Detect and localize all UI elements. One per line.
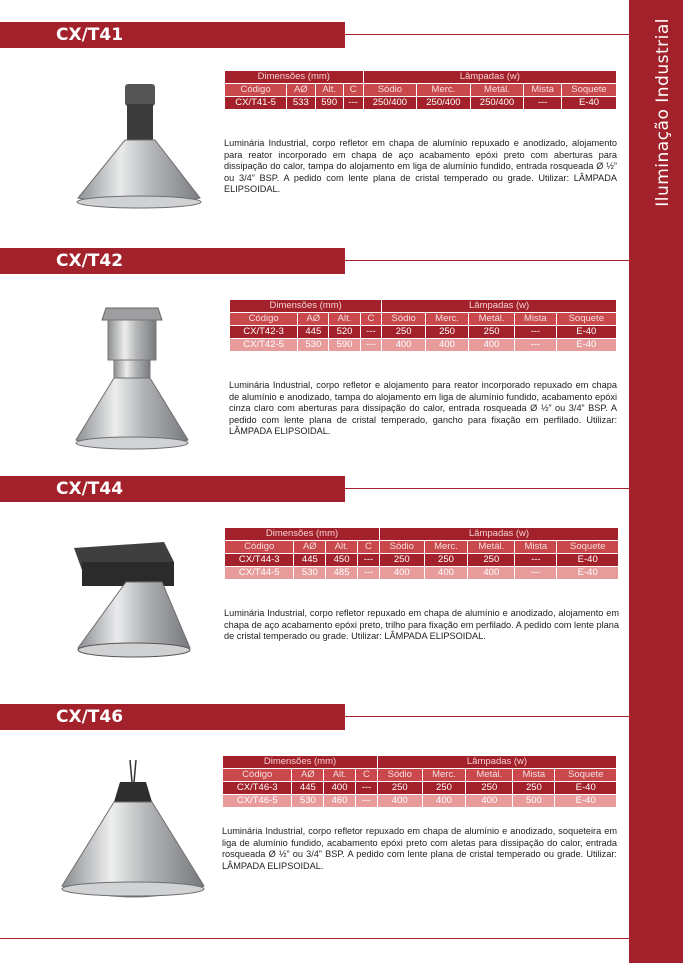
cell: 250/400 [470, 97, 524, 110]
col-header: C [360, 313, 382, 326]
col-header: Soquete [557, 541, 619, 554]
col-header: Código [230, 313, 298, 326]
sidebar-title: Iluminação Industrial [653, 18, 673, 207]
banner-divider [345, 34, 629, 35]
dimensions-header: Dimensões (mm) [230, 300, 382, 313]
col-header: Merc. [424, 541, 468, 554]
col-header: AØ [292, 769, 324, 782]
cell: 400 [422, 795, 466, 808]
lamp-image-cx-t42 [70, 300, 194, 460]
cell: CX/T42-5 [230, 339, 298, 352]
col-header: Mista [515, 541, 557, 554]
product-description: Luminária Industrial, corpo refletor em chapa de alumínio repuxado e anodizado, alojamento para reator incorporado em chapa de aço acabamento epóxi preto com aberturas para dissipação do calor, tampa do alojamento em liga de alumínio fundido, entrada rosqueada Ø ½” ou 3/4” BSP. A pedido com lente plana de cristal temperado ou grade. Utilizar: LÂMPADA ELIPSOIDAL. [224, 138, 617, 195]
cell: E-40 [561, 97, 616, 110]
cell: 400 [466, 795, 513, 808]
col-header: Soquete [561, 84, 616, 97]
col-header: Sódio [378, 769, 423, 782]
banner-divider [345, 716, 629, 717]
section-banner [0, 22, 345, 48]
section-title: CX/T42 [56, 251, 124, 271]
cell: 250 [380, 554, 425, 567]
cell: 445 [294, 554, 326, 567]
table-row [223, 782, 617, 795]
cell: --- [524, 97, 562, 110]
cell: CX/T46-5 [223, 795, 292, 808]
cell: CX/T46-3 [223, 782, 292, 795]
spec-table [224, 527, 619, 580]
col-header: Mista [515, 313, 556, 326]
cell: E-40 [555, 782, 617, 795]
section-title: CX/T44 [56, 479, 124, 499]
lamp-image-cx-t41 [70, 80, 210, 216]
col-header: Código [223, 769, 292, 782]
col-header: Merc. [422, 769, 466, 782]
col-header: Alt. [324, 769, 356, 782]
cell: --- [515, 567, 557, 580]
cell: CX/T44-5 [225, 567, 294, 580]
cell: CX/T41-5 [225, 97, 287, 110]
cell: 250 [424, 554, 468, 567]
dimensions-header: Dimensões (mm) [225, 528, 380, 541]
col-header: AØ [287, 84, 315, 97]
table-row [223, 795, 617, 808]
cell: 250 [468, 554, 515, 567]
cell: 400 [324, 782, 356, 795]
spec-table [222, 755, 617, 808]
cell: 400 [380, 567, 425, 580]
cell: --- [357, 567, 379, 580]
table-row [225, 97, 617, 110]
col-header: Sódio [363, 84, 417, 97]
cell: --- [357, 554, 379, 567]
cell: 530 [292, 795, 324, 808]
col-header: Alt. [329, 313, 360, 326]
table-row [230, 339, 617, 352]
col-header: C [357, 541, 379, 554]
col-header: Sódio [380, 541, 425, 554]
product-description: Luminária Industrial, corpo refletor repuxado em chapa de alumínio e anodizado, alojamento em chapa de aço acabamento epóxi preto, trilho para fixação em perfilado. A pedido com lente plana de cristal temperado ou grade. Utilizar: LÂMPADA ELIPSOIDAL. [224, 608, 619, 642]
cell: 400 [469, 339, 515, 352]
product-description: Luminária Industrial, corpo refletor repuxado em chapa de alumínio e anodizado, soqueteira em liga de alumínio fundido, acabamento epóxi preto com aletas para dissipação do calor, entrada rosqueada Ø ½” ou 3/4” BSP. A pedido com lente plana de cristal temperado ou grade. Utilizar: LÂMPADA ELIPSOIDAL. [222, 826, 617, 871]
cell: 533 [287, 97, 315, 110]
col-header: Soquete [555, 769, 617, 782]
col-header: Mista [513, 769, 555, 782]
cell: CX/T44-3 [225, 554, 294, 567]
cell: 400 [424, 567, 468, 580]
cell: 460 [324, 795, 356, 808]
cell: CX/T42-3 [230, 326, 298, 339]
cell: 250/400 [363, 97, 417, 110]
dimensions-header: Dimensões (mm) [225, 71, 364, 84]
section-title: CX/T46 [56, 707, 124, 727]
col-header: Código [225, 541, 294, 554]
lamp-image-cx-t46 [58, 758, 208, 912]
section-banner [0, 704, 345, 730]
cell: 250/400 [417, 97, 471, 110]
lamps-header: Lâmpadas (w) [382, 300, 617, 313]
cell: 450 [326, 554, 358, 567]
col-header: Alt. [326, 541, 358, 554]
section-banner [0, 248, 345, 274]
cell: 400 [382, 339, 426, 352]
cell: 250 [513, 782, 555, 795]
banner-divider [345, 260, 629, 261]
col-header: Metál. [466, 769, 513, 782]
col-header: C [355, 769, 377, 782]
cell: --- [515, 554, 557, 567]
cell: 400 [468, 567, 515, 580]
col-header: Código [225, 84, 287, 97]
col-header: Soquete [556, 313, 616, 326]
table-row [225, 554, 619, 567]
cell: 250 [382, 326, 426, 339]
spec-table [224, 70, 617, 110]
spec-table [229, 299, 617, 352]
cell: 520 [329, 326, 360, 339]
cell: --- [355, 782, 377, 795]
col-header: AØ [298, 313, 329, 326]
col-header: Metál. [468, 541, 515, 554]
cell: 250 [378, 782, 423, 795]
col-header: Sódio [382, 313, 426, 326]
table-row [230, 326, 617, 339]
cell: E-40 [557, 567, 619, 580]
lamp-image-cx-t44 [68, 536, 196, 672]
cell: E-40 [556, 339, 616, 352]
product-section-cx-t42 [0, 248, 629, 470]
cell: 250 [426, 326, 469, 339]
col-header: Alt. [315, 84, 343, 97]
cell: E-40 [556, 326, 616, 339]
cell: --- [360, 339, 382, 352]
cell: 530 [298, 339, 329, 352]
cell: 445 [292, 782, 324, 795]
sidebar [629, 0, 683, 963]
col-header: Merc. [417, 84, 471, 97]
col-header: Mista [524, 84, 562, 97]
col-header: C [343, 84, 363, 97]
cell: 590 [315, 97, 343, 110]
cell: 445 [298, 326, 329, 339]
lamps-header: Lâmpadas (w) [380, 528, 619, 541]
col-header: Metál. [469, 313, 515, 326]
cell: 590 [329, 339, 360, 352]
cell: E-40 [557, 554, 619, 567]
dimensions-header: Dimensões (mm) [223, 756, 378, 769]
lamps-header: Lâmpadas (w) [363, 71, 616, 84]
cell: --- [515, 339, 556, 352]
cell: 250 [466, 782, 513, 795]
cell: 485 [326, 567, 358, 580]
cell: 500 [513, 795, 555, 808]
cell: 250 [469, 326, 515, 339]
product-description: Luminária Industrial, corpo refletor e alojamento para reator incorporado repuxado em chapa de alumínio e anodizado, tampa do alojamento em liga de alumínio fundido, acabamento epóxi cinza claro com aberturas para dissipação do calor, entrada rosqueada Ø ½” ou 3/4” BSP. A pedido com lente plana de cristal temperado, gancho para fixação em perfilado. Utilizar: LÂMPADA ELIPSOIDAL. [229, 380, 617, 437]
cell: --- [343, 97, 363, 110]
section-banner [0, 476, 345, 502]
product-section-cx-t41 [0, 22, 629, 242]
cell: 250 [422, 782, 466, 795]
footer-divider [0, 938, 629, 939]
banner-divider [345, 488, 629, 489]
col-header: AØ [294, 541, 326, 554]
cell: E-40 [555, 795, 617, 808]
cell: --- [515, 326, 556, 339]
table-row [225, 567, 619, 580]
col-header: Metál. [470, 84, 524, 97]
col-header: Merc. [426, 313, 469, 326]
section-title: CX/T41 [56, 25, 124, 45]
product-section-cx-t44 [0, 476, 629, 698]
cell: --- [355, 795, 377, 808]
product-section-cx-t46 [0, 704, 629, 934]
cell: 400 [378, 795, 423, 808]
cell: 400 [426, 339, 469, 352]
cell: --- [360, 326, 382, 339]
cell: 530 [294, 567, 326, 580]
lamps-header: Lâmpadas (w) [378, 756, 617, 769]
